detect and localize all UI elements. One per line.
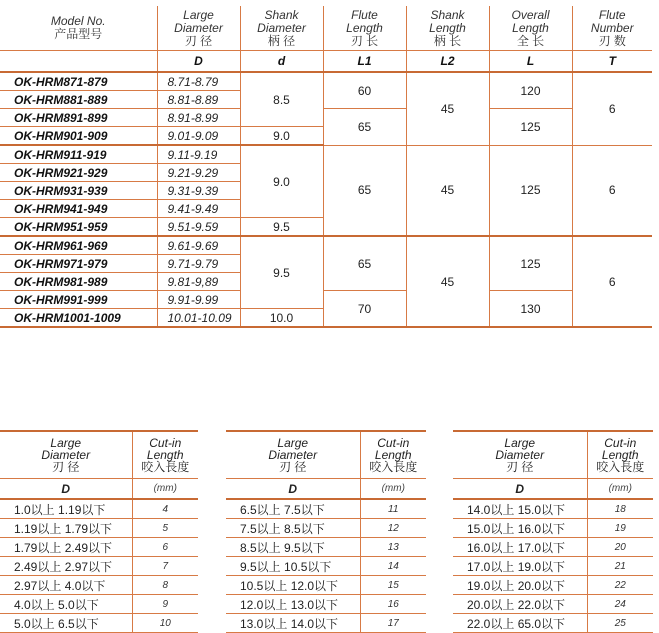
diameter-range: 16.0以上 17.0以下: [453, 538, 587, 557]
diameter-range: 14.0以上 15.0以下: [453, 499, 587, 519]
model-number: OK-HRM911-919: [0, 145, 157, 164]
header-large-diameter: Large Diameter 刃 径: [157, 6, 240, 51]
spec-symbol-row: [0, 51, 652, 73]
diameter-range: 5.0以上 6.5以下: [0, 614, 132, 633]
cut-in-length: 17: [360, 614, 426, 633]
large-diameter: 9.71-9.79: [157, 255, 240, 273]
shank-diameter: 9.5: [240, 218, 323, 237]
model-number: OK-HRM981-989: [0, 273, 157, 291]
model-number: OK-HRM941-949: [0, 200, 157, 218]
cut-in-length: 20: [587, 538, 653, 557]
unit-mm: (mm): [360, 479, 426, 500]
table-row: [0, 519, 198, 538]
shank-diameter: 9.0: [240, 127, 323, 146]
large-diameter: 8.81-8.89: [157, 91, 240, 109]
large-diameter: 9.11-9.19: [157, 145, 240, 164]
table-row: [453, 519, 653, 538]
header-cut-in-length: Cut-in Length 咬入長度: [360, 431, 426, 479]
symbol-d: D: [453, 479, 587, 500]
diameter-range: 9.5以上 10.5以下: [226, 557, 360, 576]
overall-length: 125: [489, 109, 572, 146]
flute-length: 65: [323, 109, 406, 146]
model-number: OK-HRM871-879: [0, 72, 157, 91]
table-row: [0, 145, 652, 164]
model-number: OK-HRM881-889: [0, 91, 157, 109]
cut-in-length: 11: [360, 499, 426, 519]
cut-in-length: 16: [360, 595, 426, 614]
symbol-d: D: [226, 479, 360, 500]
cut-in-length: 18: [587, 499, 653, 519]
cut-in-length: 10: [132, 614, 198, 633]
flute-length: 65: [323, 236, 406, 291]
model-number: OK-HRM991-999: [0, 291, 157, 309]
cut-in-length: 22: [587, 576, 653, 595]
spec-header-row: [0, 6, 652, 51]
table-row: [226, 499, 426, 519]
header-large-diameter: Large Diameter 刃 径: [226, 431, 360, 479]
diameter-range: 1.79以上 2.49以下: [0, 538, 132, 557]
cut-header-row: [0, 431, 198, 479]
cut-in-length: 9: [132, 595, 198, 614]
overall-length: 125: [489, 145, 572, 236]
table-row: [226, 595, 426, 614]
table-row: [226, 519, 426, 538]
unit-mm: (mm): [132, 479, 198, 500]
header-shank-length: Shank Length 柄 长: [406, 6, 489, 51]
cut-in-table-2: [226, 430, 426, 633]
header-model: Model No. 产品型号: [0, 6, 157, 51]
header-cut-in-length: Cut-in Length 咬入長度: [587, 431, 653, 479]
cut-in-length: 15: [360, 576, 426, 595]
table-row: [0, 538, 198, 557]
diameter-range: 2.97以上 4.0以下: [0, 576, 132, 595]
cut-in-length: 8: [132, 576, 198, 595]
table-row: [0, 576, 198, 595]
diameter-range: 20.0以上 22.0以下: [453, 595, 587, 614]
diameter-range: 1.19以上 1.79以下: [0, 519, 132, 538]
diameter-range: 6.5以上 7.5以下: [226, 499, 360, 519]
header-flute-length: Flute Length 刃 长: [323, 6, 406, 51]
large-diameter: 9.61-9.69: [157, 236, 240, 255]
diameter-range: 22.0以上 65.0以下: [453, 614, 587, 633]
table-row: [0, 291, 652, 309]
overall-length: 125: [489, 236, 572, 291]
model-number: OK-HRM961-969: [0, 236, 157, 255]
symbol-overall-length: L: [489, 51, 572, 73]
unit-mm: (mm): [587, 479, 653, 500]
shank-diameter: 9.5: [240, 236, 323, 309]
symbol-model: [0, 51, 157, 73]
header-large-diameter: Large Diameter 刃 径: [453, 431, 587, 479]
cut-in-table-1: [0, 430, 198, 633]
table-row: [453, 576, 653, 595]
spec-table: [0, 6, 652, 328]
shank-length: 45: [406, 72, 489, 145]
diameter-range: 17.0以上 19.0以下: [453, 557, 587, 576]
model-number: OK-HRM971-979: [0, 255, 157, 273]
cut-symbol-row: [453, 479, 653, 500]
cut-in-length: 19: [587, 519, 653, 538]
large-diameter: 9.01-9.09: [157, 127, 240, 146]
large-diameter: 10.01-10.09: [157, 309, 240, 328]
model-number: OK-HRM921-929: [0, 164, 157, 182]
table-row: [226, 576, 426, 595]
flute-number: 6: [572, 72, 652, 145]
shank-diameter: 10.0: [240, 309, 323, 328]
table-row: [0, 236, 652, 255]
large-diameter: 8.91-8.99: [157, 109, 240, 127]
header-large-diameter: Large Diameter 刃 径: [0, 431, 132, 479]
cut-in-length: 12: [360, 519, 426, 538]
table-row: [0, 595, 198, 614]
flute-number: 6: [572, 145, 652, 236]
cut-symbol-row: [226, 479, 426, 500]
diameter-range: 1.0以上 1.19以下: [0, 499, 132, 519]
table-row: [453, 557, 653, 576]
flute-length: 70: [323, 291, 406, 328]
shank-diameter: 9.0: [240, 145, 323, 218]
table-row: [226, 557, 426, 576]
overall-length: 120: [489, 72, 572, 109]
diameter-range: 7.5以上 8.5以下: [226, 519, 360, 538]
model-number: OK-HRM1001-1009: [0, 309, 157, 328]
symbol-shank-length: L2: [406, 51, 489, 73]
flute-length: 65: [323, 145, 406, 236]
cut-in-length: 25: [587, 614, 653, 633]
symbol-flute-number: T: [572, 51, 652, 73]
table-row: [453, 538, 653, 557]
cut-in-length: 7: [132, 557, 198, 576]
cut-in-length: 21: [587, 557, 653, 576]
shank-length: 45: [406, 145, 489, 236]
overall-length: 130: [489, 291, 572, 328]
model-number: OK-HRM891-899: [0, 109, 157, 127]
cut-symbol-row: [0, 479, 198, 500]
header-flute-number: Flute Number 刃 数: [572, 6, 652, 51]
large-diameter: 9.31-9.39: [157, 182, 240, 200]
flute-length: 60: [323, 72, 406, 109]
symbol-flute-length: L1: [323, 51, 406, 73]
header-shank-diameter: Shank Diameter 柄 径: [240, 6, 323, 51]
diameter-range: 4.0以上 5.0以下: [0, 595, 132, 614]
diameter-range: 13.0以上 14.0以下: [226, 614, 360, 633]
table-row: [0, 109, 652, 127]
cut-header-row: [226, 431, 426, 479]
large-diameter: 9.81-9,89: [157, 273, 240, 291]
large-diameter: 9.41-9.49: [157, 200, 240, 218]
shank-length: 45: [406, 236, 489, 327]
diameter-range: 19.0以上 20.0以下: [453, 576, 587, 595]
flute-number: 6: [572, 236, 652, 327]
table-row: [0, 499, 198, 519]
cut-in-length: 14: [360, 557, 426, 576]
table-row: [453, 499, 653, 519]
cut-in-length: 6: [132, 538, 198, 557]
model-number: OK-HRM951-959: [0, 218, 157, 237]
table-row: [0, 614, 198, 633]
symbol-large-diameter: D: [157, 51, 240, 73]
large-diameter: 9.51-9.59: [157, 218, 240, 237]
cut-in-length: 4: [132, 499, 198, 519]
diameter-range: 2.49以上 2.97以下: [0, 557, 132, 576]
table-row: [226, 538, 426, 557]
table-row: [0, 72, 652, 91]
shank-diameter: 8.5: [240, 72, 323, 127]
cut-header-row: [453, 431, 653, 479]
large-diameter: 8.71-8.79: [157, 72, 240, 91]
header-overall-length: Overall Length 全 长: [489, 6, 572, 51]
diameter-range: 10.5以上 12.0以下: [226, 576, 360, 595]
diameter-range: 15.0以上 16.0以下: [453, 519, 587, 538]
cut-in-table-3: [453, 430, 653, 633]
cut-in-length: 5: [132, 519, 198, 538]
large-diameter: 9.91-9.99: [157, 291, 240, 309]
table-row: [453, 595, 653, 614]
large-diameter: 9.21-9.29: [157, 164, 240, 182]
cut-in-length: 13: [360, 538, 426, 557]
symbol-d: D: [0, 479, 132, 500]
header-cut-in-length: Cut-in Length 咬入長度: [132, 431, 198, 479]
model-number: OK-HRM901-909: [0, 127, 157, 146]
diameter-range: 12.0以上 13.0以下: [226, 595, 360, 614]
table-row: [226, 614, 426, 633]
model-number: OK-HRM931-939: [0, 182, 157, 200]
table-row: [0, 557, 198, 576]
symbol-shank-diameter: d: [240, 51, 323, 73]
table-row: [453, 614, 653, 633]
diameter-range: 8.5以上 9.5以下: [226, 538, 360, 557]
cut-in-length: 24: [587, 595, 653, 614]
